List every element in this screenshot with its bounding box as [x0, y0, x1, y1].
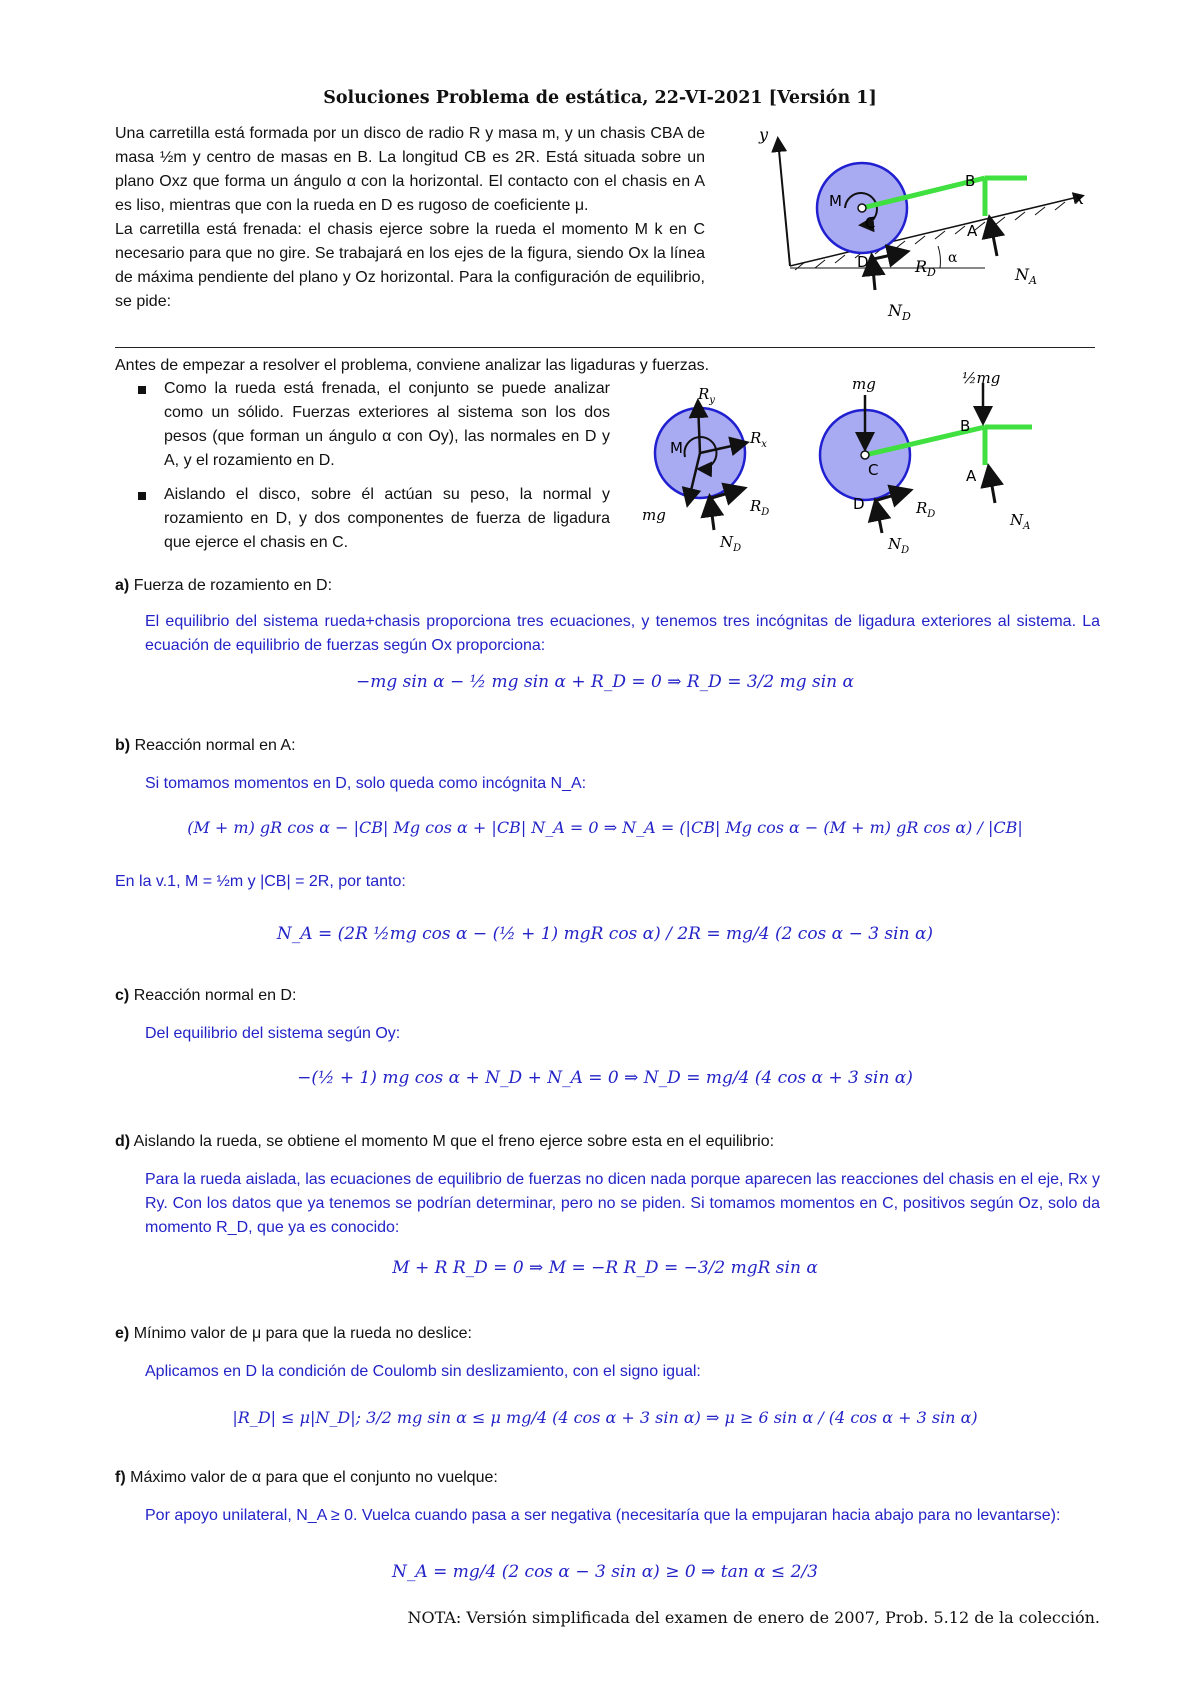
equation-a: −mg sin α − ½ mg sin α + R_D = 0 ⇒ R_D = 3/2 mg sin α [355, 672, 855, 692]
RD-arrow [869, 252, 905, 260]
chassis-weight-label: ½mg [962, 369, 1001, 387]
RD-label: $R_D$ [916, 499, 936, 520]
equation-d: M + R R_D = 0 ⇒ M = −R R_D = −3/2 mgR sin α [392, 1258, 818, 1278]
section-d-text: Para la rueda aislada, las ecuaciones de equilibrio de fuerzas no dicen nada porque aparecen las reacciones del chasis en el eje, Rx y Ry. Con los datos que ya tenemos se podrían determinar, pero no se piden. Si tomamos momentos en C, positivos según Oz, solo da momento R_D, que ya es conocido: [145, 1171, 1100, 1236]
page-title: Soluciones Problema de estática, 22-VI-2021 [Versión 1] [323, 88, 877, 108]
wheelbarrow-figure [745, 120, 1095, 330]
section-b [115, 734, 1100, 796]
Rx-label: $R_x$ [750, 429, 767, 450]
section-f-text: Por apoyo unilateral, N_A ≥ 0. Vuelca cuando pasa a ser negativa (necesitaría que la empujaran hacia abajo para no levantarse): [145, 1507, 1061, 1524]
ND-arrow [710, 499, 714, 530]
section-b-heading: b) Reacción normal en A: [115, 737, 296, 754]
footnote: NOTA: Versión simplificada del examen de enero de 2007, Prob. 5.12 de la colección. [407, 1608, 1100, 1627]
bullet-2: Aislando el disco, sobre él actúan su peso, la normal y rozamiento en D, y dos componentes de fuerza de ligadura que ejerce el chasis en C. [134, 483, 610, 555]
section-e-text: Aplicamos en D la condición de Coulomb sin deslizamiento, con el signo igual: [145, 1363, 701, 1380]
section-d [115, 1130, 1100, 1240]
wheel-weight-label: mg [852, 375, 876, 393]
RD-label: $R_D$ [915, 257, 936, 279]
section-e-heading: e) Mínimo valor de μ para que la rueda no deslice: [115, 1325, 472, 1342]
NA-arrow [990, 220, 997, 256]
weight-label: mg [642, 506, 666, 524]
center-C [861, 451, 869, 459]
section-a [115, 574, 1100, 658]
NA-arrow [989, 469, 995, 503]
equation-c: −(½ + 1) mg cos α + N_D + N_A = 0 ⇒ N_D = mg/4 (4 cos α + 3 sin α) [297, 1068, 913, 1088]
ND-arrow [872, 258, 875, 290]
intro-paragraph-2: La carretilla está frenada: el chasis ejerce sobre la rueda el momento M k en C necesario para que no gire. Se trabajará en los ejes de la figura, siendo Ox la línea de máxima pendiente del plano y Oz horizontal. Para la configuración de equilibrio, se pide: [115, 221, 705, 310]
RD-label: $R_D$ [750, 497, 770, 518]
problem-statement [115, 122, 705, 314]
section-c-heading: c) Reacción normal en D: [115, 987, 297, 1004]
center-C [858, 204, 866, 212]
section-a-text: El equilibrio del sistema rueda+chasis proporciona tres ecuaciones, y tenemos tres incógnitas de ligadura exteriores al sistema. La ecuación de equilibrio de fuerzas según Ox proporciona: [145, 613, 1100, 654]
section-c-text: Del equilibrio del sistema según Oy: [145, 1025, 401, 1042]
y-axis-label: y [759, 125, 769, 144]
moment-label: M [829, 192, 842, 210]
ND-arrow [876, 503, 882, 533]
x-axis-label: x [1075, 189, 1085, 208]
label-D: D [853, 495, 865, 513]
intro-paragraph-1: Una carretilla está formada por un disco de radio R y masa m, y un chasis CBA de masa ½m y centro de masas en B. La longitud CB es 2R. Está situada sobre un plano Oxz que forma un ángulo α con la horizontal. El contacto con el chasis en A es liso, mientras que con la rueda en D es rugoso de coeficiente μ. [115, 125, 705, 214]
NA-label: $N_A$ [1010, 511, 1031, 532]
bullet-1: Como la rueda está frenada, el conjunto se puede analizar como un sólido. Fuerzas exteriores al sistema son los dos pesos (que forman un ángulo α con Oy), las normales en D y A, y el rozamiento en D. [134, 377, 610, 473]
section-b-text2: En la v.1, M = ½m y |CB| = 2R, por tanto: [115, 873, 406, 890]
section-c [115, 984, 1100, 1046]
section-f-heading: f) Máximo valor de α para que el conjunto no vuelque: [115, 1469, 498, 1486]
alpha-arc [938, 246, 940, 268]
section-a-heading: a) Fuerza de rozamiento en D: [115, 577, 333, 594]
analysis-lead: Antes de empezar a resolver el problema, conviene analizar las ligaduras y fuerzas. [115, 357, 710, 374]
Ry-label: $R_y$ [698, 385, 715, 406]
label-D: D [857, 253, 869, 271]
section-f [115, 1466, 1100, 1528]
label-A: A [966, 467, 977, 485]
equation-b2: N_A = (2R ½mg cos α − (½ + 1) mgR cos α) / 2R = mg/4 (2 cos α − 3 sin α) [276, 924, 934, 944]
ND-label: $N_D$ [720, 533, 742, 554]
label-A: A [967, 222, 978, 240]
system-figure [810, 365, 1070, 560]
section-d-heading: d) Aislando la rueda, se obtiene el momento M que el freno ejerce sobre esta en el equilibrio: [115, 1133, 775, 1150]
ND-label: $N_D$ [888, 301, 911, 323]
label-C: C [865, 214, 876, 232]
equation-f: N_A = mg/4 (2 cos α − 3 sin α) ≥ 0 ⇒ tan α ≤ 2/3 [392, 1562, 818, 1582]
alpha-label: α [948, 250, 958, 266]
equation-b: (M + m) gR cos α − |CB| Mg cos α + |CB| N_A = 0 ⇒ N_A = (|CB| Mg cos α − (M + m) gR cos α) / |CB| [187, 818, 1023, 837]
analysis-bullets [134, 377, 610, 555]
ND-label: $N_D$ [888, 535, 910, 556]
NA-label: $N_A$ [1015, 265, 1037, 287]
section-e [115, 1322, 1100, 1384]
moment-label: M [670, 439, 683, 457]
section-b-text: Si tomamos momentos en D, solo queda como incógnita N_A: [145, 775, 587, 792]
label-C: C [868, 461, 879, 479]
y-axis [778, 140, 790, 266]
equation-e: |R_D| ≤ μ|N_D|; 3/2 mg sin α ≤ μ mg/4 (4 cos α + 3 sin α) ⇒ μ ≥ 6 sin α / (4 cos α + 3 sin α) [232, 1408, 978, 1427]
separator-rule [115, 347, 1095, 348]
label-B: B [960, 417, 971, 435]
isolated-disk-figure [640, 385, 790, 555]
label-B: B [965, 172, 976, 190]
